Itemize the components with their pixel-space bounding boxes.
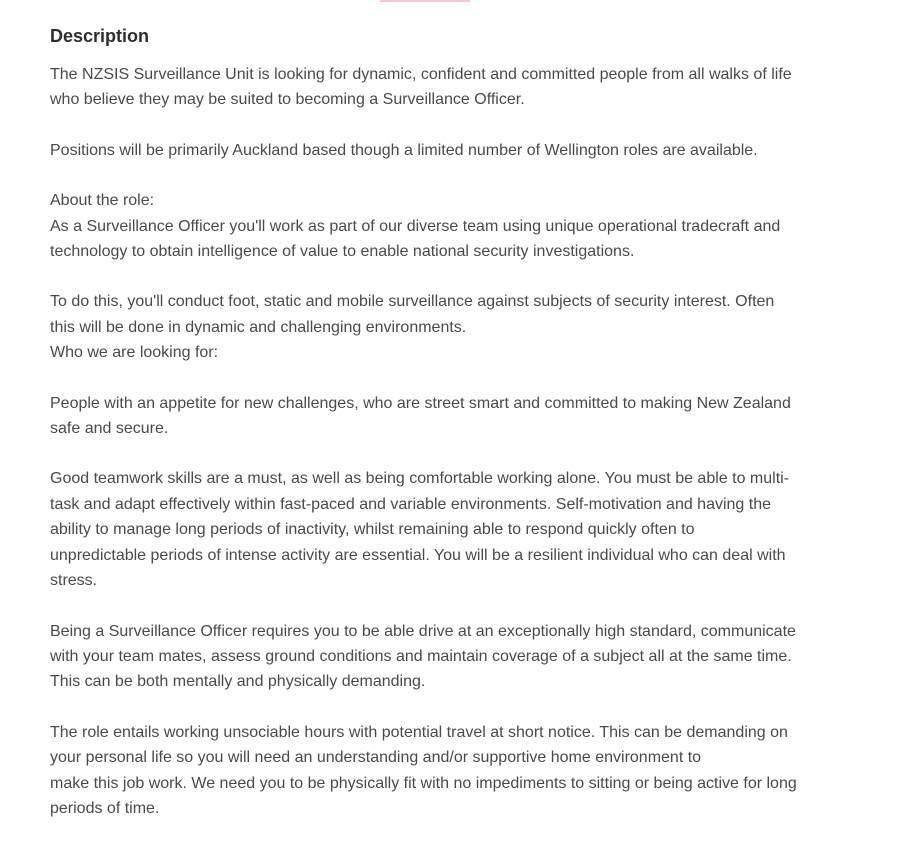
paragraph-intro: The NZSIS Surveillance Unit is looking for dynamic, confident and committed people from all walks of life who believe they may be suited to becoming a Surveillance Officer. xyxy=(50,66,792,109)
paragraph-duties: To do this, you'll conduct foot, static and mobile surveillance against subjects of security interest. Often this will be done in dynamic and challenging environments. xyxy=(50,293,775,336)
paragraph-hours: The role entails working unsociable hours with potential travel at short notice. This can be demanding on your personal life so you will need an understanding and/or supportive home environment to make this job work. We need you to be physically fit with no impediments to sitting or being active for long periods of time. xyxy=(50,723,797,817)
paragraph-driving: Being a Surveillance Officer requires you to be able drive at an exceptionally high standard, communicate with your team mates, assess ground conditions and maintain coverage of a subject all at the same time. This can be both mentally and physically demanding. xyxy=(50,622,796,691)
paragraph-who-heading: Who we are looking for: xyxy=(50,344,219,362)
paragraph-appetite: People with an appetite for new challenges, who are street smart and committed to making New Zealand safe and secure. xyxy=(50,394,791,438)
description-heading: Description xyxy=(50,26,150,46)
top-accent-bar xyxy=(380,0,470,2)
paragraph-teamwork: Good teamwork skills are a must, as well as being comfortable working alone. You must be able to multi- task and adapt effectively within fast-paced and variable environments. Self-motivation and having the ability to manage long periods of inactivity, whilst remaining able to respond quickly often to unpredictable periods of intense activity are essential. You will be a resilient individual who can deal with stress. xyxy=(50,470,790,590)
paragraph-about-role: About the role: As a Surveillance Officer you'll work as part of our diverse team using unique operational tradecraft and technology to obtain intelligence of value to enable national security investigations. xyxy=(50,192,781,261)
paragraph-locations: Positions will be primarily Auckland based though a limited number of Wellington roles are available. xyxy=(50,141,758,159)
job-description-section xyxy=(50,24,880,846)
